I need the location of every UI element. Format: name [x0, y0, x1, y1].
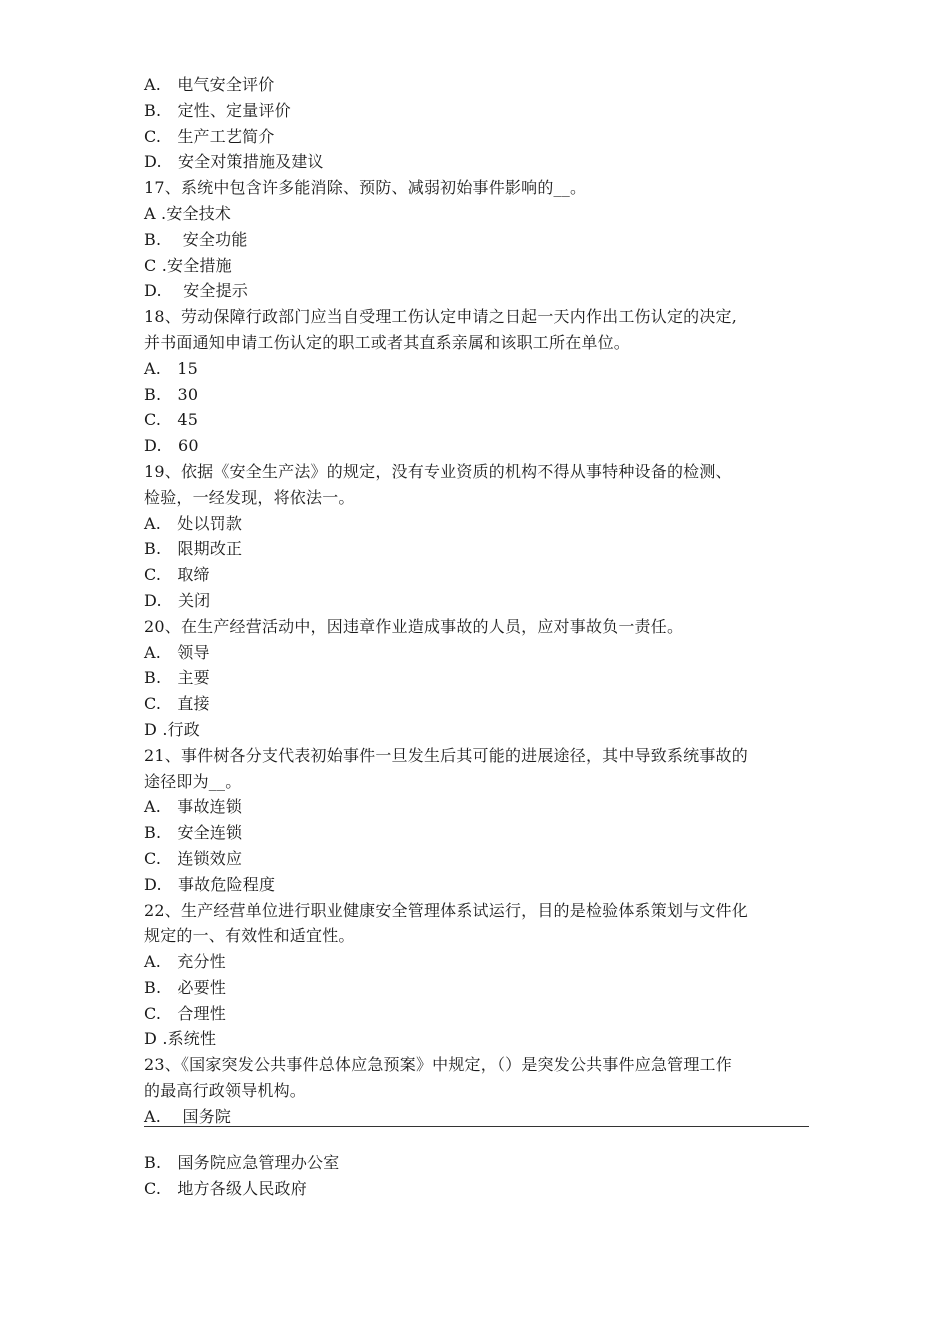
question-21: 21、事件树各分支代表初始事件一旦发生后其可能的进展途径，其中导致系统事故的: [144, 745, 748, 765]
option-line: B. 国务院应急管理办公室: [144, 1153, 340, 1172]
document-body: [144, 72, 812, 1130]
option-line: D. 安全提示: [144, 281, 249, 301]
question-22: 22、生产经营单位进行职业健康安全管理体系试运行，目的是检验体系策划与文件化: [144, 900, 748, 920]
option-line: B. 安全功能: [144, 229, 248, 249]
question-23-cont: 的最高行政领导机构。: [144, 1081, 307, 1101]
option-line: C. 连锁效应: [144, 848, 243, 868]
option-line: C. 地方各级人民政府: [144, 1178, 307, 1198]
option-line: A. 充分性: [144, 952, 226, 972]
page-divider: [144, 1126, 809, 1127]
option-line: A. 处以罚款: [144, 513, 243, 533]
question-18-cont: 并书面通知申请工伤认定的职工或者其直系亲属和该职工所在单位。: [144, 332, 631, 352]
question-17: 17、系统中包含许多能消除、预防、减弱初始事件影响的__。: [144, 178, 587, 198]
question-19: 19、依据《安全生产法》的规定，没有专业资质的机构不得从事特种设备的检测、: [144, 461, 732, 481]
option-line: D .行政: [144, 719, 201, 739]
option-line: A. 国务院: [144, 1106, 232, 1126]
question-18: 18、劳动保障行政部门应当自受理工伤认定申请之日起一天内作出工伤认定的决定,: [144, 307, 738, 327]
question-20: 20、在生产经营活动中，因违章作业造成事故的人员，应对事故负一责任。: [144, 616, 684, 636]
option-line: B. 限期改正: [144, 539, 243, 559]
option-line: A .安全技术: [144, 203, 232, 223]
option-line: C. 直接: [144, 694, 210, 714]
option-line: B. 30: [144, 384, 199, 404]
option-line: B. 安全连锁: [144, 823, 243, 843]
option-line: C. 生产工艺简介: [144, 126, 275, 146]
option-line: B. 必要性: [144, 977, 227, 997]
question-23: 23、《国家突发公共事件总体应急预案》中规定，（）是突发公共事件应急管理工作: [144, 1055, 732, 1075]
option-line: A. 15: [144, 358, 199, 378]
question-19-cont: 检验，一经发现，将依法一。: [144, 487, 355, 507]
option-line: A. 电气安全评价: [144, 75, 275, 94]
option-line: D. 60: [144, 436, 199, 456]
option-line: C. 合理性: [144, 1003, 226, 1023]
option-line: B. 定性、定量评价: [144, 100, 291, 120]
option-line: D. 安全对策措施及建议: [144, 152, 324, 172]
option-line: A. 事故连锁: [144, 797, 243, 817]
option-line: D .系统性: [144, 1029, 217, 1049]
option-line: D. 关闭: [144, 590, 211, 610]
option-line: B. 主要: [144, 668, 210, 688]
question-21-cont: 途径即为__。: [144, 771, 242, 791]
option-line: C. 取缔: [144, 565, 210, 585]
option-line: C. 45: [144, 410, 199, 430]
option-line: A. 领导: [144, 642, 210, 662]
option-line: D. 事故危险程度: [144, 874, 276, 894]
document-tail: [144, 1150, 812, 1202]
option-line: C .安全措施: [144, 255, 232, 275]
question-22-cont: 规定的一、有效性和适宜性。: [144, 926, 355, 946]
